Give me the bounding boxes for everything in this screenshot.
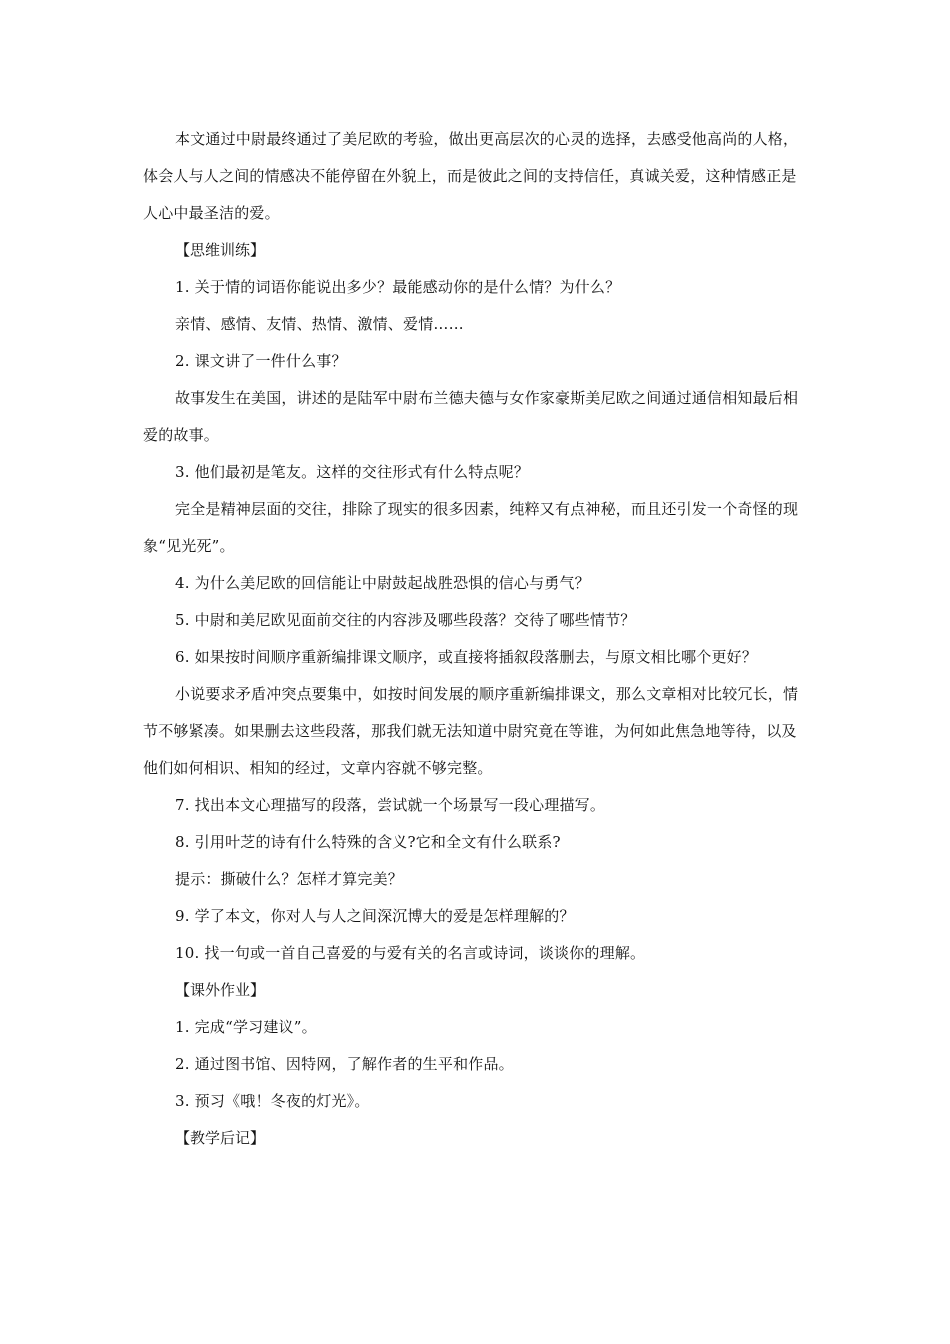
- thinking-item: 9. 学了本文，你对人与人之间深沉博大的爱是怎样理解的？: [175, 907, 575, 925]
- homework-item: 2. 通过图书馆、因特网，了解作者的生平和作品。: [175, 1055, 514, 1073]
- thinking-item: 10. 找一句或一首自己喜爱的与爱有关的名言或诗词，谈谈你的理解。: [175, 944, 646, 962]
- thinking-hint: 提示：撕破什么？怎样才算完美？: [175, 870, 404, 888]
- section-heading-homework: 【课外作业】: [175, 981, 266, 999]
- homework-item: 1. 完成“学习建议”。: [175, 1018, 317, 1036]
- intro-paragraph: 本文通过中尉最终通过了美尼欧的考验，做出更高层次的心灵的选择，去感受他高尚的人格，体会人与人之间的情感决不能停留在外貌上，而是彼此之间的支持信任，真诚关爱，这种情感正是人心中最圣洁的爱。: [143, 130, 799, 222]
- thinking-answer: 小说要求矛盾冲突点要集中，如按时间发展的顺序重新编排课文，那么文章相对比较冗长，情节不够紧凑。如果删去这些段落，那我们就无法知道中尉究竟在等谁，为何如此焦急地等待，以及他们如何相识、相知的经过，文章内容就不够完整。: [143, 685, 799, 777]
- thinking-answer: 完全是精神层面的交往，排除了现实的很多因素，纯粹又有点神秘，而且还引发一个奇怪的现象“见光死”。: [143, 500, 799, 555]
- document-body: [143, 121, 808, 1157]
- thinking-item: 5. 中尉和美尼欧见面前交往的内容涉及哪些段落？交待了哪些情节？: [175, 611, 636, 629]
- thinking-item: 7. 找出本文心理描写的段落，尝试就一个场景写一段心理描写。: [175, 796, 606, 814]
- thinking-answer: 亲情、感情、友情、热情、激情、爱情……: [175, 315, 464, 333]
- thinking-item: 6. 如果按时间顺序重新编排课文顺序，或直接将插叙段落删去，与原文相比哪个更好？: [175, 648, 758, 666]
- thinking-item: 2. 课文讲了一件什么事？: [175, 352, 347, 370]
- thinking-item: 1. 关于情的词语你能说出多少？最能感动你的是什么情？为什么？: [175, 278, 621, 296]
- homework-item: 3. 预习《哦！冬夜的灯光》。: [175, 1092, 370, 1110]
- thinking-item: 8. 引用叶芝的诗有什么特殊的含义?它和全文有什么联系?: [175, 833, 561, 851]
- thinking-item: 4. 为什么美尼欧的回信能让中尉鼓起战胜恐惧的信心与勇气？: [175, 574, 590, 592]
- section-heading-notes: 【教学后记】: [175, 1129, 266, 1147]
- thinking-answer: 故事发生在美国，讲述的是陆军中尉布兰德夫德与女作家豪斯美尼欧之间通过通信相知最后相爱的故事。: [143, 389, 799, 444]
- section-heading-thinking: 【思维训练】: [175, 241, 266, 259]
- thinking-item: 3. 他们最初是笔友。这样的交往形式有什么特点呢？: [175, 463, 530, 481]
